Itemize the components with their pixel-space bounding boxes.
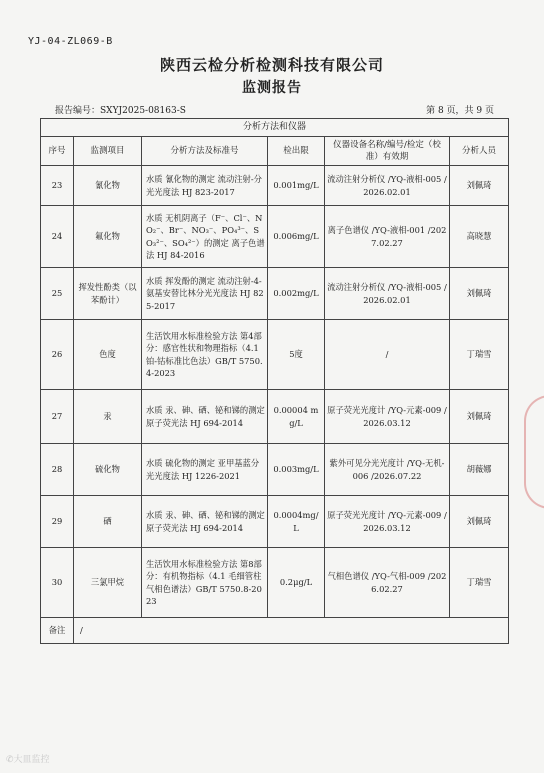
method-cell: 生活饮用水标准检验方法 第4部分：感官性状和物理指标（4.1 铂-钴标准比色法）GB/T 5750.4-2023 (142, 320, 268, 390)
instrument-cell: 气相色谱仪 /YQ-气相-009 /2026.02.27 (325, 548, 450, 618)
company-name: 陕西云检分析检测科技有限公司 (159, 56, 384, 74)
instrument-cell: 流动注射分析仪 /YQ-液相-005 /2026.02.01 (325, 166, 450, 206)
report-number-label: 报告编号： (55, 106, 101, 116)
note-row (41, 618, 509, 644)
row-number: 23 (41, 166, 74, 206)
note-value: / (74, 618, 509, 644)
detection-limit: 0.0004mg/ L (268, 496, 325, 548)
instrument-cell: 离子色谱仪 /YQ-液相-001 /2027.02.27 (325, 206, 450, 268)
col-header: 分析方法及标准号 (142, 137, 268, 166)
table-row (41, 206, 509, 268)
col-header: 序号 (41, 137, 74, 166)
monitor-item: 色度 (74, 320, 142, 390)
analyst-cell: 高晓慧 (450, 206, 509, 268)
row-number: 30 (41, 548, 74, 618)
detection-limit: 0.002mg/L (268, 268, 325, 320)
row-number: 24 (41, 206, 74, 268)
analyst-cell: 丁瑞雪 (450, 320, 509, 390)
instrument-cell: / (325, 320, 450, 390)
method-cell: 水质 氰化物的测定 流动注射-分光光度法 HJ 823-2017 (142, 166, 268, 206)
analyst-cell: 刘佩琦 (450, 166, 509, 206)
method-cell: 水质 汞、砷、硒、铋和锑的测定 原子荧光法 HJ 694-2014 (142, 496, 268, 548)
monitor-item: 氰化物 (74, 166, 142, 206)
table-row (41, 166, 509, 206)
analyst-cell: 胡薇娜 (450, 444, 509, 496)
monitor-item: 硫化物 (74, 444, 142, 496)
detection-limit: 0.003mg/L (268, 444, 325, 496)
method-cell: 水质 汞、砷、硒、铋和锑的测定 原子荧光法 HJ 694-2014 (142, 390, 268, 444)
method-cell: 水质 无机阴离子（F⁻、Cl⁻、NO₂⁻、Br⁻、NO₃⁻、PO₄³⁻、SO₃²⁻、SO₄²⁻）的测定 离子色谱法 HJ 84-2016 (142, 206, 268, 268)
analyst-cell: 丁瑞雪 (450, 548, 509, 618)
note-label: 备注 (41, 618, 74, 644)
method-cell: 水质 硫化物的测定 亚甲基蓝分光光度法 HJ 1226-2021 (142, 444, 268, 496)
table-row (41, 320, 509, 390)
analysis-table (40, 118, 509, 644)
row-number: 28 (41, 444, 74, 496)
monitor-item: 挥发性酚类（以苯酚计） (74, 268, 142, 320)
analyst-cell: 刘佩琦 (450, 390, 509, 444)
monitor-item: 氟化物 (74, 206, 142, 268)
detection-limit: 0.00004 mg/L (268, 390, 325, 444)
monitor-item: 三氯甲烷 (74, 548, 142, 618)
document-code: YJ-04-ZL069-B (28, 36, 113, 47)
analyst-cell: 刘佩琦 (450, 496, 509, 548)
col-header: 仪器设备名称/编号/检定（校准）有效期 (325, 137, 450, 166)
instrument-cell: 原子荧光光度计 /YQ-元素-009 /2026.03.12 (325, 390, 450, 444)
method-cell: 水质 挥发酚的测定 流动注射-4-氨基安替比林分光光度法 HJ 825-2017 (142, 268, 268, 320)
method-cell: 生活饮用水标准检验方法 第8部分：有机物指标（4.1 毛细管柱气相色谱法）GB/T 5750.8-2023 (142, 548, 268, 618)
row-number: 27 (41, 390, 74, 444)
seal-stamp (524, 395, 544, 509)
detection-limit: 0.001mg/L (268, 166, 325, 206)
detection-limit: 5度 (268, 320, 325, 390)
report-number-value: SXYJ2025-08163-S (100, 106, 186, 116)
row-number: 29 (41, 496, 74, 548)
table-row (41, 390, 509, 444)
instrument-cell: 原子荧光光度计 /YQ-元素-009 /2026.03.12 (325, 496, 450, 548)
analyst-cell: 刘佩琦 (450, 268, 509, 320)
col-header: 监测项目 (74, 137, 142, 166)
col-header: 检出限 (268, 137, 325, 166)
instrument-cell: 流动注射分析仪 /YQ-液相-005 /2026.02.01 (325, 268, 450, 320)
col-header: 分析人员 (450, 137, 509, 166)
section-title: 分析方法和仪器 (41, 119, 509, 137)
table-header (41, 137, 509, 166)
monitor-item: 硒 (74, 496, 142, 548)
page-info: 第 8 页，共 9 页 (426, 106, 494, 116)
table-row (41, 496, 509, 548)
detection-limit: 0.006mg/L (268, 206, 325, 268)
report-number (55, 103, 186, 116)
table-row (41, 548, 509, 618)
report-title: 监测报告 (242, 80, 302, 96)
detection-limit: 0.2μg/L (268, 548, 325, 618)
monitor-item: 汞 (74, 390, 142, 444)
row-number: 26 (41, 320, 74, 390)
table-row (41, 444, 509, 496)
watermark: ✆大皿监控 (6, 755, 50, 765)
instrument-cell: 紫外可见分光光度计 /YQ-无机-006 /2026.07.22 (325, 444, 450, 496)
row-number: 25 (41, 268, 74, 320)
table-row (41, 268, 509, 320)
